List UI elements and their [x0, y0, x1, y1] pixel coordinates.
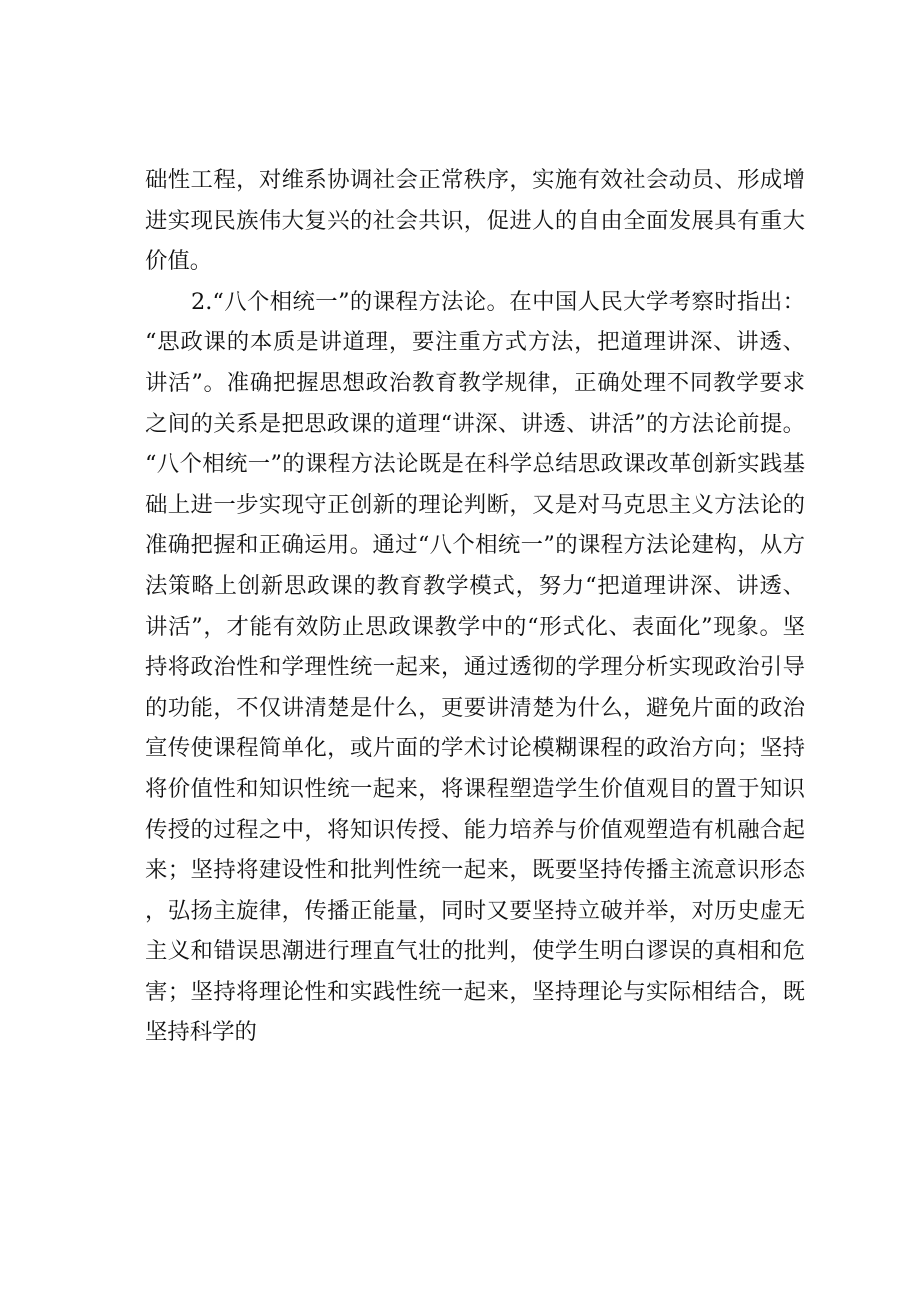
paragraph-methodology: 2.“八个相统一”的课程方法论。在中国人民大学考察时指出：“思政课的本质是讲道理，要注重方式方法，把道理讲深、讲透、讲活”。准确把握思想政治教育教学规律，正确处理不同教学要求之间的关系是把思政课的道理“讲深、讲透、讲活”的方法论前提。“八个相统一”的课程方法论既是在科学总结思政课改革创新实践基础上进一步实现守正创新的理论判断，又是对马克思主义方法论的准确把握和正确运用。通过“八个相统一”的课程方法论建构，从方法策略上创新思政课的教育教学模式，努力“把道理讲深、讲透、讲活”，才能有效防止思政课教学中的“形式化、表面化”现象。坚持将政治性和学理性统一起来，通过透彻的学理分析实现政治引导的功能，不仅讲清楚是什么，更要讲清楚为什么，避免片面的政治宣传使课程简单化，或片面的学术讨论模糊课程的政治方向；坚持将价值性和知识性统一起来，将课程塑造学生价值观目的置于知识传授的过程之中，将知识传授、能力培养与价值观塑造有机融合起来；坚持将建设性和批判性统一起来，既要坚持传播主流意识形态，弘扬主旋律，传播正能量，同时又要坚持立破并举，对历史虚无主义和错误思潮进行理直气壮的批判，使学生明白谬误的真相和危害；坚持将理论性和实践性统一起来，坚持理论与实际相结合，既坚持科学的	[145, 288, 805, 1046]
body-text	[145, 160, 805, 1053]
paragraph-continuation: 础性工程，对维系协调社会正常秩序，实施有效社会动员、形成增进实现民族伟大复兴的社会共识，促进人的自由全面发展具有重大价值。	[145, 167, 805, 275]
